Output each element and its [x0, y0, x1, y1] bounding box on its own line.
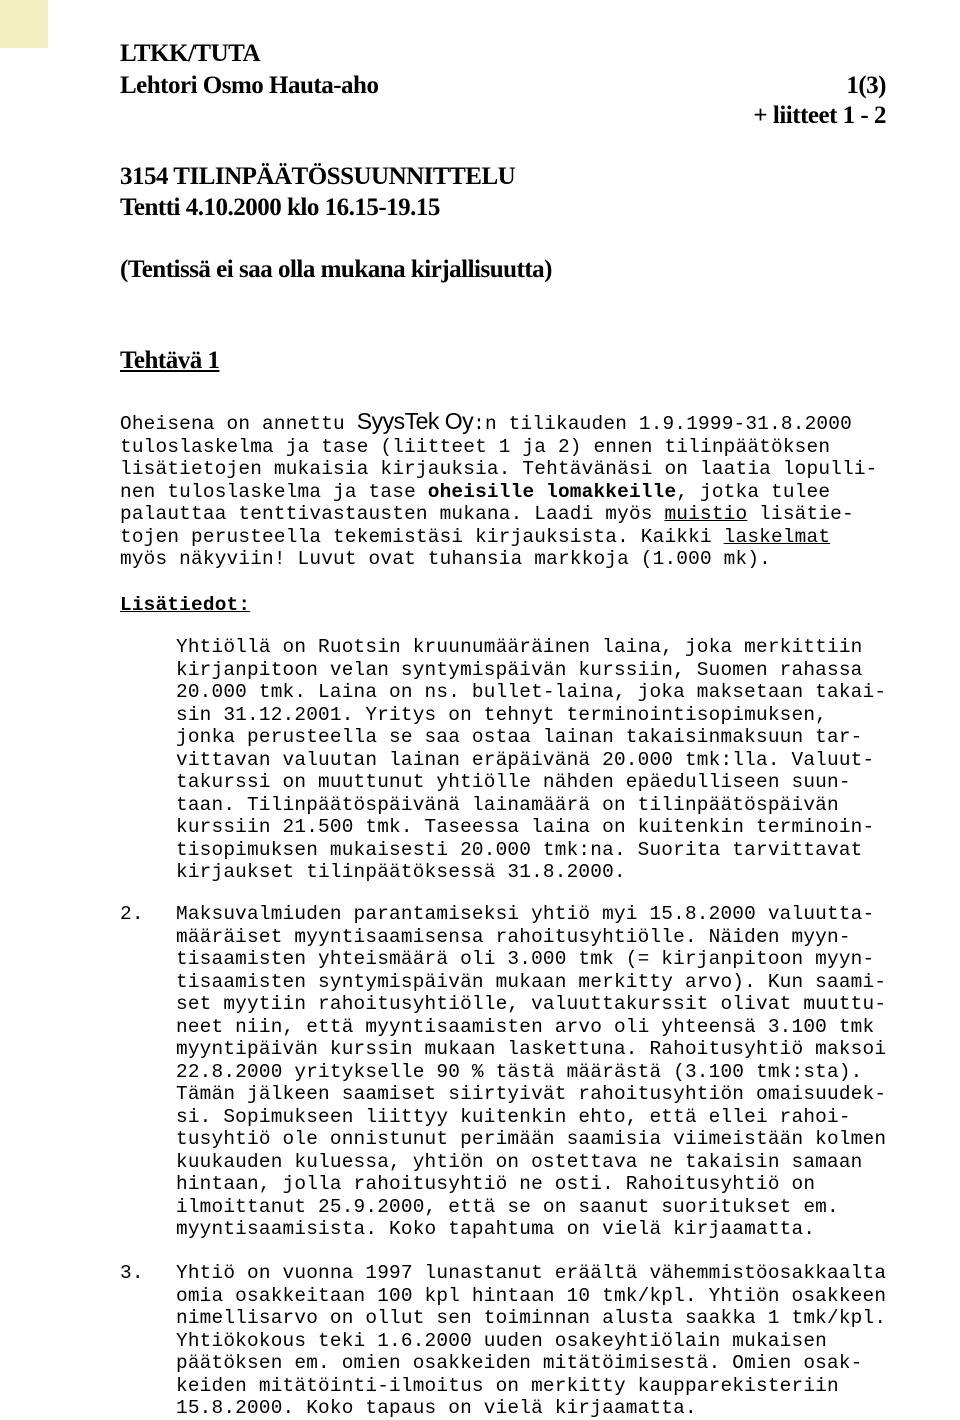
item-line: nimellisarvo on ollut sen toiminnan alusta saakka 1 tmk/kpl. — [176, 1307, 887, 1329]
intro-line: lisätietojen mukaisia kirjauksia. Tehtävänäsi on laatia lopulli- — [120, 458, 878, 480]
forms-emphasis: oheisille lomakkeille — [427, 480, 677, 503]
item-line: omia osakkeitaan 100 kpl hintaan 10 tmk/kpl. Yhtiön osakkeen — [176, 1284, 887, 1307]
item-line: myyntisaamisista. Koko tapahtuma on vielä kirjaamatta. — [176, 1218, 816, 1240]
lecturer-name: Lehtori Osmo Hauta-aho — [120, 72, 379, 99]
item-line: vittavan valuutan lainan eräpäivänä 20.000 tmk:lla. Valuut- — [176, 748, 875, 771]
item-line: si. Sopimukseen liittyy kuitenkin ehto, että ellei rahoi- — [176, 1105, 851, 1128]
company-name: SyysTek Oy — [356, 408, 474, 434]
intro-text: :n tilikauden 1.9.1999-31.8.2000 — [473, 413, 852, 435]
item-line: taan. Tilinpäätöspäivänä lainamäärä on tilinpäätöspäivän — [176, 793, 839, 816]
exam-datetime: Tentti 4.10.2000 klo 16.15-19.15 — [120, 194, 440, 221]
item-line: 20.000 tmk. Laina on ns. bullet-laina, joka maksetaan takai- — [176, 681, 887, 703]
intro-text: lisätie- — [747, 503, 854, 525]
item-line: tisaamisten syntymispäivän mukaan merkitty arvo). Kun saami- — [176, 970, 887, 993]
item-line: päätöksen em. omien osakkeiden mitätöimisestä. Omien osak- — [176, 1352, 863, 1374]
item-line: tisaamisten yhteismäärä oli 3.000 tmk (= kirjanpitoon myyn- — [176, 948, 875, 970]
item-line: hintaan, jolla rahoitusyhtiö ne osti. Rahoitusyhtiö on — [176, 1173, 816, 1195]
item-number: 2. — [120, 903, 144, 925]
intro-line: myös näkyviin! Luvut ovat tuhansia markkoja (1.000 mk). — [120, 548, 771, 570]
intro-text: palauttaa tenttivastausten mukana. Laadi myös — [120, 503, 665, 525]
info-item-2 — [176, 903, 886, 1241]
task-title: Tehtävä 1 — [120, 347, 220, 374]
corner-page-mark — [0, 0, 48, 48]
item-line: 15.8.2000. Koko tapaus on vielä kirjaamatta. — [176, 1397, 697, 1419]
intro-text: nen tuloslaskelma ja tase — [120, 480, 428, 503]
course-title: 3154 TILINPÄÄTÖSSUUNNITTELU — [120, 163, 516, 190]
intro-text: , jotka tulee — [676, 480, 831, 503]
intro-line — [120, 410, 878, 436]
memo-emphasis: muistio — [664, 503, 748, 525]
info-item-3 — [176, 1262, 886, 1420]
item-line: set myytiin rahoitusyhtiölle, valuuttakurssit olivat muuttu- — [176, 993, 887, 1015]
item-line: keiden mitätöinti-ilmoitus on merkitty kaupparekisteriin — [176, 1374, 839, 1397]
item-line: kirjanpitoon velan syntymispäivän kurssiin, Suomen rahassa — [176, 658, 863, 681]
item-line: jonka perusteella se saa ostaa lainan takaisinmaksuun tar- — [176, 726, 863, 748]
intro-line — [120, 526, 878, 549]
item-line: neet niin, että myyntisaamisten arvo oli yhteensä 3.100 tmk — [176, 1015, 875, 1038]
item-line: määräiset myyntisaamisensa rahoitusyhtiölle. Näiden myyn- — [176, 925, 851, 948]
info-item-1 — [176, 636, 886, 884]
item-line: Tämän jälkeen saamiset siirtyivät rahoitusyhtiön omaisuudek- — [176, 1083, 887, 1105]
intro-text: Oheisena on annettu — [120, 413, 357, 435]
item-line: takurssi on muuttunut yhtiölle nähden epäedulliseen suun- — [176, 771, 851, 793]
item-line: tusyhtiö ole onnistunut perimään saamisia viimeistään kolmen — [176, 1128, 887, 1150]
item-line: Maksuvalmiuden parantamiseksi yhtiö myi 15.8.2000 valuutta- — [176, 903, 875, 925]
item-line: myyntipäivän kurssin mukaan laskettuna. Rahoitusyhtiö maksoi — [176, 1038, 887, 1060]
item-line: Yhtiökokous teki 1.6.2000 uuden osakeyhtiölain mukaisen — [176, 1329, 827, 1352]
item-line: kuukauden kuluessa, yhtiön on ostettava ne takaisin samaan — [176, 1150, 863, 1173]
calculations-emphasis: laskelmat — [723, 525, 831, 548]
org-name: LTKK/TUTA — [120, 40, 260, 67]
item-line: Yhtiöllä on Ruotsin kruunumääräinen laina, joka merkittiin — [176, 636, 863, 658]
info-heading: Lisätiedot: — [120, 594, 251, 616]
item-line: tisopimuksen mukaisesti 20.000 tmk:na. Suorita tarvittavat — [176, 838, 863, 861]
page-number: 1(3) — [846, 72, 886, 99]
item-line: kurssiin 21.500 tmk. Taseessa laina on kuitenkin terminoin- — [176, 816, 875, 838]
item-line: kirjaukset tilinpäätöksessä 31.8.2000. — [176, 861, 626, 883]
intro-line — [120, 481, 878, 504]
intro-line: tuloslaskelma ja tase (liitteet 1 ja 2) ennen tilinpäätöksen — [120, 435, 831, 458]
item-line: sin 31.12.2001. Yritys on tehnyt terminointisopimuksen, — [176, 703, 827, 726]
item-number: 3. — [120, 1262, 144, 1284]
item-line: ilmoittanut 25.9.2000, että se on saanut suoritukset em. — [176, 1195, 839, 1218]
item-line: 22.8.2000 yritykselle 90 % tästä määrästä (3.100 tmk:sta). — [176, 1060, 863, 1083]
item-line: Yhtiö on vuonna 1997 lunastanut eräältä vähemmistöosakkaalta — [176, 1262, 887, 1284]
intro-text: tojen perusteella tekemistäsi kirjauksista. Kaikki — [120, 525, 724, 548]
exam-rules-note: (Tentissä ei saa olla mukana kirjallisuutta) — [120, 256, 553, 283]
intro-line — [120, 503, 878, 526]
task-intro — [120, 410, 878, 571]
attachments-note: + liitteet 1 - 2 — [753, 102, 886, 129]
